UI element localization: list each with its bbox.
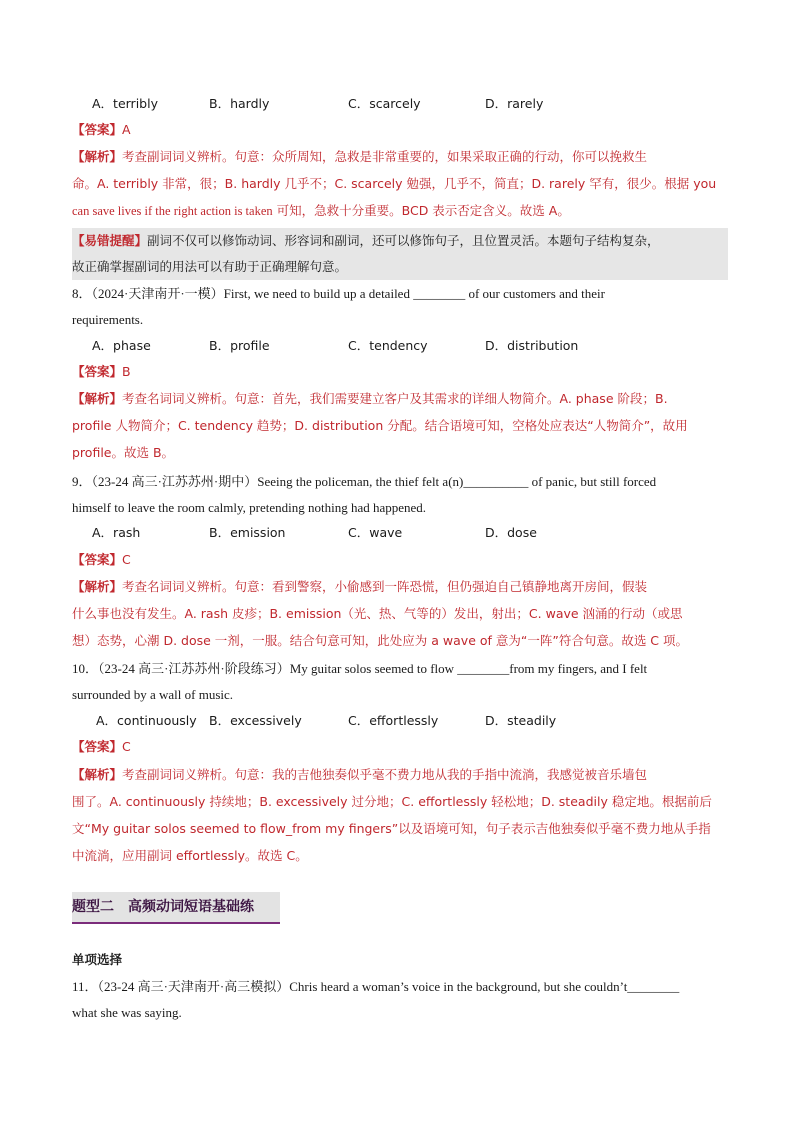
q9-stem-line-2: himself to leave the room calmly, pretending nothing had happened.: [72, 500, 427, 515]
tip-text: 副词不仅可以修饰动词、形容词和副词，还可以修饰句子，且位置灵活。本题句子结构复杂，: [147, 233, 660, 248]
q10-stem-line-2: surrounded by a wall of music.: [72, 687, 234, 702]
q7-answer: [72, 120, 131, 140]
q7-analysis-line-2: 命。A. terribly 非常，很；B. hardly 几乎不；C. scarcely 勉强，几乎不，简直；D. rarely 罕有，很少。根据 you: [72, 176, 717, 191]
q10-stem-line-1: 10．（23-24 高三·江苏苏州·阶段练习）My guitar solos seemed to flow ________from my fingers, and I felt: [72, 661, 648, 676]
analysis-label: 【解析】: [72, 391, 123, 406]
q11-stem-line-1: 11．（23-24 高三·天津南开·高三模拟）Chris heard a woman’s voice in the background, but she couldn’t________: [72, 979, 680, 994]
analysis-text: 考查副词词义辨析。句意：众所周知，急救是非常重要的，如果采取正确的行动，你可以挽救生: [122, 149, 648, 164]
q7-option-d: D．rarely: [485, 96, 544, 111]
q8-stem-line-1: 8．（2024·天津南开·一模）First, we need to build up a detailed ________ of our customers and their: [72, 286, 605, 301]
tip-label: 【易错提醒】: [72, 233, 148, 248]
q7-option-c: C．scarcely: [348, 96, 421, 111]
q8-analysis-line-3: profile。故选 B。: [72, 445, 175, 460]
q10-option-c: C．effortlessly: [348, 713, 439, 728]
q7-analysis-line-3: [72, 201, 570, 221]
answer-label: 【答案】: [72, 122, 123, 137]
answer-value: C: [122, 739, 131, 754]
analysis-text: 可知，急救十分重要。BCD 表示否定含义。故选 A。: [272, 203, 570, 218]
q8-option-a: A．phase: [92, 338, 151, 353]
answer-label: 【答案】: [72, 364, 123, 379]
q9-analysis-line-1: [72, 577, 647, 597]
q8-option-b: B．profile: [209, 338, 270, 353]
analysis-quote: can save lives if the right action is taken: [72, 204, 273, 218]
answer-value: C: [122, 552, 131, 567]
q8-analysis-line-2: profile 人物简介；C. tendency 趋势；D. distribution 分配。结合语境可知，空格处应表达“人物简介”，故用: [72, 418, 688, 433]
q10-analysis-line-1: [72, 765, 647, 785]
q8-option-c: C．tendency: [348, 338, 428, 353]
q9-analysis-line-3: 想）态势，心潮 D. dose 一剂，一服。结合句意可知，此处应为 a wave of 意为“一阵”符合句意。故选 C 项。: [72, 633, 689, 648]
q9-option-b: B．emission: [209, 525, 286, 540]
q8-stem-line-2: requirements.: [72, 312, 144, 327]
q10-analysis-line-2: 围了。A. continuously 持续地；B. excessively 过分地；C. effortlessly 轻松地；D. steadily 稳定地。根据前后: [72, 794, 712, 809]
q9-option-c: C．wave: [348, 525, 403, 540]
q10-option-d: D．steadily: [485, 713, 557, 728]
analysis-label: 【解析】: [72, 767, 123, 782]
section-subtitle: 单项选择: [72, 952, 123, 967]
q7-option-a: A．terribly: [92, 96, 158, 111]
q7-tip-box: [72, 228, 728, 280]
q10-analysis-line-4: 中流淌，应用副词 effortlessly。故选 C。: [72, 848, 308, 863]
tip-text: 故正确掌握副词的用法可以有助于正确理解句意。: [72, 259, 348, 274]
analysis-text: 考查副词词义辨析。句意：我的吉他独奏似乎毫不费力地从我的手指中流淌，我感觉被音乐墙包: [122, 767, 648, 782]
analysis-label: 【解析】: [72, 149, 123, 164]
analysis-text: 考查名词词义辨析。句意：首先，我们需要建立客户及其需求的详细人物简介。A. phase 阶段；B.: [122, 391, 668, 406]
q10-answer: [72, 737, 131, 757]
q9-analysis-line-2: 什么事也没有发生。A. rash 皮疹；B. emission（光、热、气等的）发出，射出；C. wave 汹涌的行动（或思: [72, 606, 683, 621]
q7-analysis-line-1: [72, 147, 647, 167]
q7-option-b: B．hardly: [209, 96, 270, 111]
q10-analysis-line-3: 文“My guitar solos seemed to flow_from my fingers”以及语境可知，句子表示吉他独奏似乎毫不费力地从手指: [72, 821, 711, 836]
q8-analysis-line-1: [72, 389, 668, 409]
q9-stem-line-1: 9．（23-24 高三·江苏苏州·期中）Seeing the policeman, the thief felt a(n)__________ of panic, but still forced: [72, 474, 657, 489]
analysis-text: 考查名词词义辨析。句意：看到警察，小偷感到一阵恐慌，但仍强迫自己镇静地离开房间，假装: [122, 579, 648, 594]
q9-answer: [72, 550, 131, 570]
q10-option-b: B．excessively: [209, 713, 302, 728]
analysis-label: 【解析】: [72, 579, 123, 594]
q9-option-d: D．dose: [485, 525, 537, 540]
answer-label: 【答案】: [72, 552, 123, 567]
q8-answer: [72, 362, 131, 382]
answer-value: A: [122, 122, 131, 137]
section-header: 题型二 高频动词短语基础练: [72, 892, 280, 924]
q8-option-d: D．distribution: [485, 338, 579, 353]
answer-label: 【答案】: [72, 739, 123, 754]
q10-option-a: A．continuously: [96, 713, 197, 728]
q9-option-a: A．rash: [92, 525, 141, 540]
q11-stem-line-2: what she was saying.: [72, 1005, 182, 1020]
answer-value: B: [122, 364, 131, 379]
